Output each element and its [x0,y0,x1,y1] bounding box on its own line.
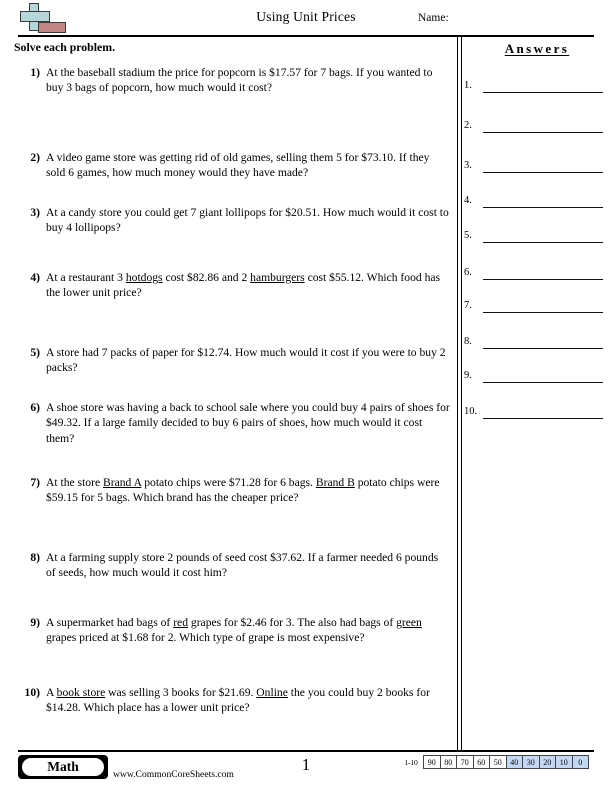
page-header [0,0,612,38]
problem-item [14,270,450,301]
problem-item [14,685,450,716]
answer-number: 9. [464,370,472,381]
answer-number: 1. [464,80,472,91]
answer-blank-line[interactable] [483,418,603,419]
answer-row[interactable] [462,160,610,176]
answer-blank-line[interactable] [483,348,603,349]
problem-item [14,150,450,181]
problem-number: 4) [30,271,40,284]
problem-item [14,550,450,581]
grading-scale-range-label: 1-10 [404,757,418,767]
answer-row[interactable] [462,267,610,283]
page-title: Using Unit Prices [256,9,356,24]
emphasized-term: Online [256,686,288,699]
answer-row[interactable] [462,370,610,386]
problem-text: A store had 7 packs of paper for $12.74. How much would it cost if you were to buy 2 packs? [46,346,446,375]
answer-number: 3. [464,160,472,171]
answers-heading: Answers [504,41,570,56]
answer-number: 7. [464,300,472,311]
answer-blank-line[interactable] [483,312,603,313]
grading-scale-cell: 40 [506,755,524,769]
answer-blank-line[interactable] [483,172,603,173]
answer-row[interactable] [462,80,610,96]
answer-blank-line[interactable] [483,92,603,93]
problem-number: 2) [30,151,40,164]
answer-number: 6. [464,267,472,278]
answer-blank-line[interactable] [483,207,603,208]
problem-number: 10) [24,686,40,699]
instructions-text: Solve each problem. [14,40,116,54]
grading-scale-cell: 30 [522,755,540,769]
problem-number: 1) [30,66,40,79]
problem-item [14,345,450,376]
grading-scale-cell: 60 [473,755,491,769]
problem-text: At a restaurant 3 hotdogs cost $82.86 and 2 hamburgers cost $55.12. Which food has the lower unit price? [46,271,441,300]
answer-row[interactable] [462,300,610,316]
answer-row[interactable] [462,120,610,136]
answer-row[interactable] [462,230,610,246]
answer-row[interactable] [462,195,610,211]
answer-number: 5. [464,230,472,241]
problem-text: A book store was selling 3 books for $21.69. Online the you could buy 2 books for $14.28. Which place has a lower unit price? [46,686,430,715]
problem-item [14,65,450,96]
grading-scale-cell: 20 [539,755,557,769]
brand-label: Math [22,758,104,777]
emphasized-term: hotdogs [125,271,163,284]
page-number: 1 [301,755,311,774]
emphasized-term: red [173,616,188,629]
problem-text: A video game store was getting rid of old games, selling them 5 for $73.10. If they sold 6 games, how much money would they have made? [46,151,430,180]
answer-row[interactable] [462,336,610,352]
problem-item [14,205,450,236]
grading-scale-cell: 90 [423,755,441,769]
grading-scale-cell: 10 [555,755,573,769]
problem-number: 3) [30,206,40,219]
problem-text: A supermarket had bags of red grapes for $2.46 for 3. The also had bags of green grapes priced at $1.68 for 2. Which type of grape is most expensive? [46,616,422,645]
answer-blank-line[interactable] [483,132,603,133]
answer-number: 2. [464,120,472,131]
problem-number: 5) [30,346,40,359]
grading-scale-cell: 50 [489,755,507,769]
problem-item [14,615,450,646]
divider-line-left [457,37,458,751]
grading-scale-cell: 70 [456,755,474,769]
answer-number: 4. [464,195,472,206]
answer-number: 8. [464,336,472,347]
problem-item [14,475,450,506]
grading-scale-cell: 80 [440,755,458,769]
header-divider-rule [18,35,594,37]
emphasized-term: Brand A [103,476,142,489]
answer-number: 10. [464,406,478,417]
problem-text: At the baseball stadium the price for popcorn is $17.57 for 7 bags. If you wanted to buy 3 bags of popcorn, how much would it cost? [46,66,433,95]
column-divider [457,37,462,751]
problem-number: 9) [30,616,40,629]
emphasized-term: book store [56,686,106,699]
problem-number: 6) [30,401,40,414]
problem-text: At a farming supply store 2 pounds of seed cost $37.62. If a farmer needed 6 pounds of seeds, how much would it cost him? [46,551,439,580]
problem-number: 7) [30,476,40,489]
emphasized-term: green [396,616,422,629]
emphasized-term: hamburgers [250,271,305,284]
problem-number: 8) [30,551,40,564]
problem-text: At the store Brand A potato chips were $71.28 for 6 bags. Brand B potato chips were $59.15 for 5 bags. Which brand has the cheaper price? [46,476,440,505]
answer-row[interactable] [462,406,610,422]
grading-scale-cell: 0 [572,755,590,769]
answer-blank-line[interactable] [483,242,603,243]
site-url: www.CommonCoreSheets.com [113,769,234,780]
problem-text: A shoe store was having a back to school sale where you could buy 4 pairs of shoes for $49.32. If a large family decided to buy 6 pairs of shoes, how much would it cost them? [46,401,450,445]
divider-line-right [461,37,462,751]
problem-item [14,400,450,446]
grading-scale [398,755,589,769]
problem-text: At a candy store you could get 7 giant lollipops for $20.51. How much would it cost to buy 4 lollipops? [46,206,449,235]
name-label: Name: [418,12,449,24]
answer-blank-line[interactable] [483,279,603,280]
answer-blank-line[interactable] [483,382,603,383]
emphasized-term: Brand B [315,476,355,489]
